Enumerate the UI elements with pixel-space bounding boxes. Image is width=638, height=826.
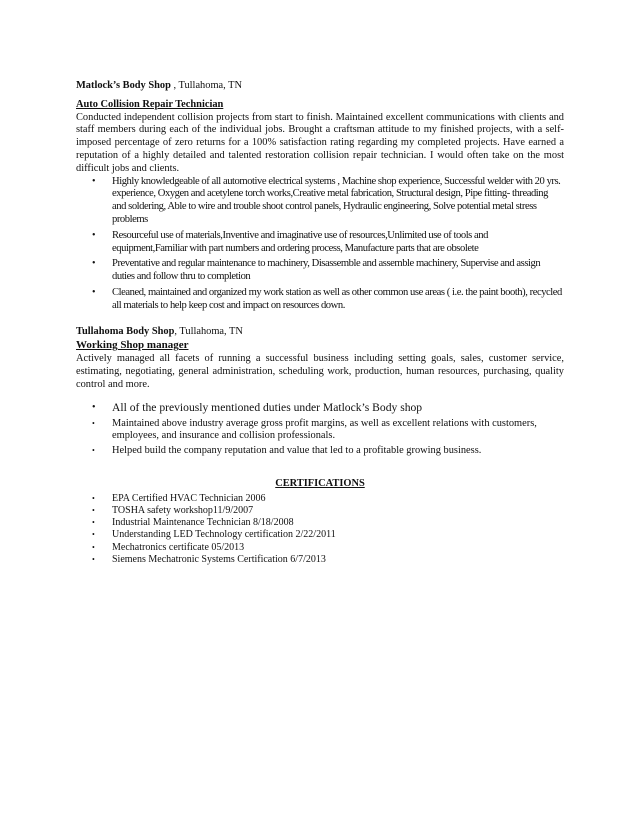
bullet-icon: • (92, 229, 96, 241)
certifications-heading: CERTIFICATIONS (275, 477, 365, 489)
list-item (90, 445, 564, 458)
list-item (90, 401, 564, 415)
job-description-matlocks: Conducted independent collision projects from start to finish. Maintained excellent communications with clients and staff members during each of the individual jobs. Brought a craftsman attitude to my finished projects, with a self-imposed percentage of zero returns for a 100% satisfaction rating regarding my completed projects. Have earned a reputation of a highly detailed and talented restoration collision repair technician. I would often take on the most difficult jobs and clients. (76, 111, 564, 174)
list-item (90, 176, 564, 227)
company-name: Matlock’s Body Shop (76, 80, 171, 91)
certifications-list (90, 493, 564, 566)
company-location: , Tullahoma, TN (174, 325, 243, 337)
list-item-text: EPA Certified HVAC Technician 2006 (112, 492, 266, 504)
bullet-icon: • (92, 175, 96, 187)
bullet-icon: • (92, 401, 96, 413)
list-item-text: TOSHA safety workshop11/9/2007 (112, 504, 254, 516)
list-item (90, 554, 564, 566)
list-item (90, 542, 564, 554)
list-item-text: Cleaned, maintained and organized my work station as well as other common use areas ( i.e. the paint booth), recycled all materials to help keep cost and impact on resources down. (112, 286, 562, 311)
list-item (90, 418, 564, 444)
bullet-icon: • (92, 530, 95, 540)
list-item (90, 493, 564, 505)
list-item-text: Industrial Maintenance Technician 8/18/2008 (112, 517, 294, 529)
list-item-text: Preventative and regular maintenance to machinery, Disassemble and assemble machinery, Supervise and assign duties and follow thru to completion (112, 258, 541, 283)
list-item-text: Understanding LED Technology certification 2/22/2011 (112, 529, 336, 541)
job-title-shop-manager: Working Shop manager (76, 339, 189, 352)
duties-list-tullahoma (90, 401, 564, 458)
list-item-text: All of the previously mentioned duties under Matlock’s Body shop (112, 400, 423, 414)
bullet-icon: • (92, 493, 95, 503)
bullet-icon: • (92, 258, 96, 270)
bullet-icon: • (92, 542, 95, 552)
list-item-text: Helped build the company reputation and value that led to a profitable growing business. (112, 445, 482, 457)
bullet-icon: • (92, 286, 96, 298)
list-item (90, 287, 564, 313)
job-title-collision-technician: Auto Collision Repair Technician (76, 98, 224, 110)
list-item (90, 529, 564, 541)
list-item (90, 517, 564, 529)
company-name: Tullahoma Body Shop (76, 325, 175, 337)
bullet-icon: • (92, 518, 95, 528)
bullet-icon: • (92, 418, 95, 428)
bullet-icon: • (92, 554, 95, 564)
employer-line-tullahoma (76, 326, 564, 339)
list-item (90, 258, 564, 284)
list-item-text: Resourceful use of materials,Inventive and imaginative use of resources,Unlimited use of tools and equipment,Familiar with part numbers and ordering process, Manufacture parts that are obsolete (112, 229, 488, 254)
list-item-text: Siemens Mechatronic Systems Certification 6/7/2013 (112, 553, 326, 565)
list-item-text: Maintained above industry average gross profit margins, as well as excellent relations with customers, employees, and insurance and collision professionals. (112, 417, 537, 442)
list-item-text: Mechatronics certificate 05/2013 (112, 541, 245, 553)
resume-page (76, 80, 564, 566)
bullet-icon: • (92, 505, 95, 515)
skills-list-matlocks (90, 176, 564, 313)
list-item (90, 230, 564, 256)
employer-line-matlocks (76, 80, 564, 93)
company-location: , Tullahoma, TN (170, 80, 243, 91)
list-item-text: Highly knowledgeable of all automotive electrical systems , Machine shop experience, Successful welder with 20 yrs. experience, Oxygen and acetylene torch works,Creative metal fabrication, Structural design, Pipe fitting- threading and soldering, Able to wire and trouble shoot control panels, Hydraulic engineering, Solve potential metal stress problems (112, 175, 561, 225)
bullet-icon: • (92, 446, 95, 456)
job-description-tullahoma: Actively managed all facets of running a successful business including setting goals, sales, customer service, estimating, negotiating, general administration, scheduling work, production, human resources, purchasing, quality control and more. (76, 353, 564, 390)
list-item (90, 505, 564, 517)
